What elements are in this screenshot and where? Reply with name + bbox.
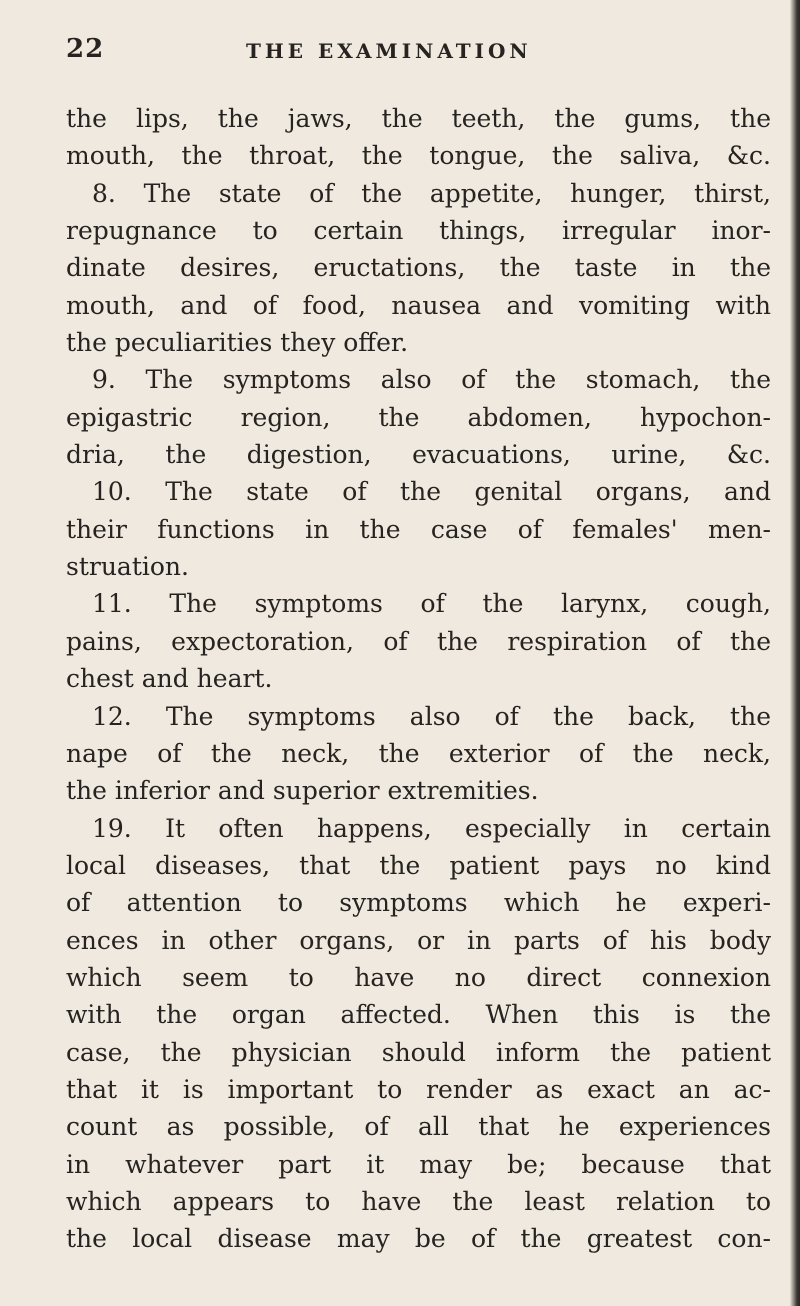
text-line: case, the physician should inform the patient [66,1037,771,1067]
text-line: count as possible, of all that he experiences [66,1112,771,1142]
text-line: the peculiarities they offer. [66,328,409,358]
text-line: chest and heart. [66,664,273,694]
binding-edge [790,0,800,1306]
text-line: 11. The symptoms of the larynx, cough, [92,589,771,619]
text-line: their functions in the case of females' men- [66,514,771,544]
text-line: 12. The symptoms also of the back, the [92,701,771,731]
running-head: THE EXAMINATION [246,39,532,63]
text-line: which appears to have the least relation to [66,1186,771,1216]
text-line: local diseases, that the patient pays no kind [66,850,771,880]
text-line: the lips, the jaws, the teeth, the gums, the [66,104,771,133]
text-line: 8. The state of the appetite, hunger, thirst, [92,178,771,208]
text-line: the inferior and superior extremities. [66,776,539,806]
text-line: 9. The symptoms also of the stomach, the [92,365,771,395]
text-line: mouth, and of food, nausea and vomiting with [66,290,771,320]
body-text [66,100,771,1258]
text-line: of attention to symptoms which he experi- [66,888,771,918]
text-line: 19. It often happens, especially in certain [92,813,771,843]
text-line: repugnance to certain things, irregular inor- [66,216,771,246]
text-line: struation. [66,552,189,582]
text-line: epigastric region, the abdomen, hypochon- [66,402,771,432]
text-line: pains, expectoration, of the respiration of the [66,626,771,656]
page-number: 22 [66,34,105,64]
text-line: which seem to have no direct connexion [66,962,771,992]
text-line: nape of the neck, the exterior of the neck, [66,738,771,768]
text-line: ences in other organs, or in parts of his body [66,925,771,955]
text-line: the local disease may be of the greatest con- [66,1224,771,1254]
text-line: dinate desires, eructations, the taste in the [66,253,771,283]
text-line: with the organ affected. When this is the [66,1000,771,1030]
text-line: in whatever part it may be; because that [66,1149,771,1179]
page-header [66,34,766,64]
text-line: mouth, the throat, the tongue, the saliva, &c. [66,141,771,171]
text-line: dria, the digestion, evacuations, urine, &c. [66,440,771,470]
text-line: 10. The state of the genital organs, and [92,477,771,507]
text-line: that it is important to render as exact an ac- [66,1074,771,1104]
